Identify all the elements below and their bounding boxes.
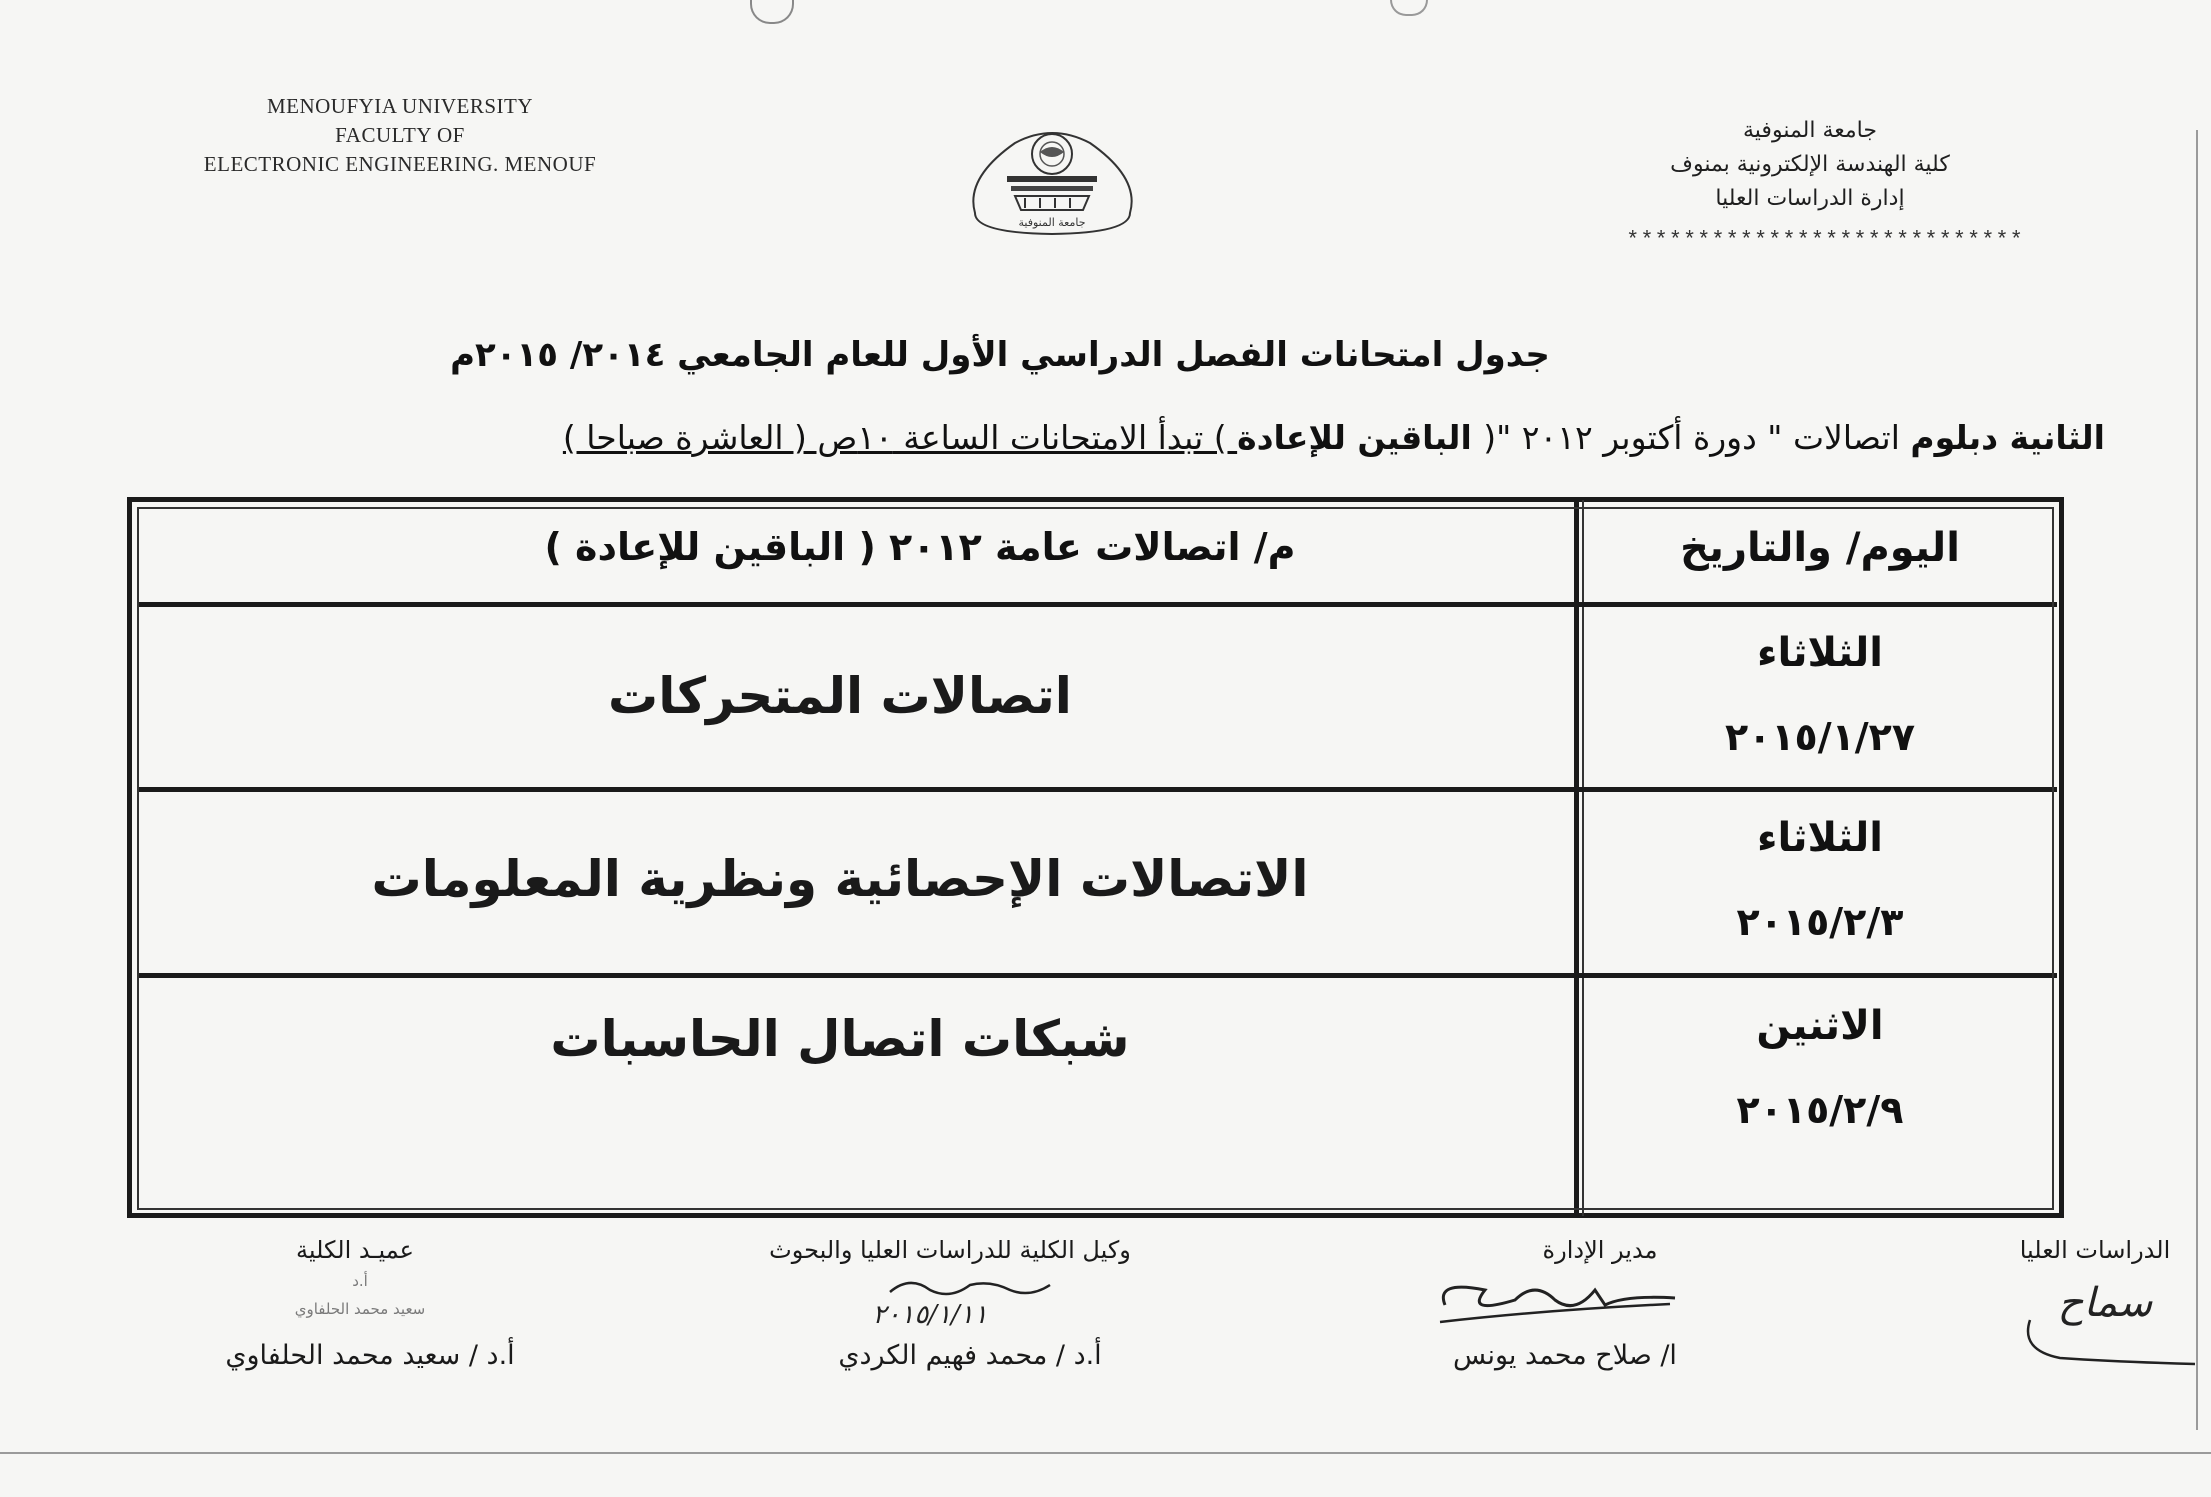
row-2-subject: الاتصالات الإحصائية ونظرية المعلومات bbox=[371, 850, 1309, 908]
punch-hole-mark bbox=[1390, 0, 1428, 16]
punch-hole-mark bbox=[750, 0, 794, 24]
signature-grad-studies-title: الدراسات العليا bbox=[2019, 1236, 2171, 1264]
university-logo bbox=[955, 118, 1150, 240]
signature-dean-stamp-line2: سعيد محمد الحلفاوي bbox=[294, 1300, 426, 1318]
row-2-date: ٢٠١٥/٢/٣ bbox=[1736, 900, 1904, 944]
row-3-date: ٢٠١٥/٢/٩ bbox=[1736, 1088, 1904, 1132]
row-2-day: الثلاثاء bbox=[1757, 815, 1883, 861]
row-3-day: الاثنين bbox=[1756, 1003, 1884, 1049]
header-line-department: ELECTRONIC ENGINEERING. MENOUF bbox=[203, 152, 597, 176]
university-header-english bbox=[150, 92, 650, 179]
table-header-subject: م/ اتصالات عامة ٢٠١٢ ( الباقين للإعادة ) bbox=[544, 525, 1296, 569]
scan-edge-bottom bbox=[0, 1452, 2211, 1454]
university-header-arabic bbox=[1560, 114, 2060, 216]
scan-edge-right bbox=[2196, 130, 2198, 1430]
signature-grad-studies-handwritten: سماح bbox=[2057, 1280, 2153, 1326]
header-line-faculty: FACULTY OF bbox=[335, 123, 465, 147]
row-3-subject: شبكات اتصال الحاسبات bbox=[550, 1010, 1130, 1068]
signature-manager-name: ا/ صلاح محمد يونس bbox=[1453, 1340, 1677, 1371]
signature-dean-name: أ.د / سعيد محمد الحلفاوي bbox=[225, 1340, 515, 1371]
row-1-date: ٢٠١٥/١/٢٧ bbox=[1724, 715, 1916, 759]
document-subtitle bbox=[95, 418, 2105, 457]
signature-vice-dean-handwritten-date: ٢٠١٥/١/١١ bbox=[872, 1300, 988, 1330]
subtitle-level: الثانية دبلوم bbox=[1910, 418, 2105, 457]
header-line-department-ar: إدارة الدراسات العليا bbox=[1715, 186, 1905, 211]
signature-dean-stamp-line1: أ.د bbox=[352, 1272, 368, 1290]
signature-dean-title: عميـد الكلية bbox=[296, 1236, 414, 1264]
header-line-university-ar: جامعة المنوفية bbox=[1743, 118, 1877, 143]
subtitle-start-time: ) تبدأ الامتحانات الساعة ١٠ص ( العاشرة صباحا ) bbox=[562, 418, 1238, 457]
subtitle-program: اتصالات " دورة أكتوبر ٢٠١٢ "( bbox=[1483, 418, 1911, 457]
signature-grad-studies-stroke bbox=[2020, 1300, 2200, 1370]
signature-manager-stroke bbox=[1425, 1270, 1685, 1340]
table-header-day-date: اليوم/ والتاريخ bbox=[1680, 525, 1960, 571]
signature-vice-dean-name: أ.د / محمد فهيم الكردي bbox=[838, 1340, 1102, 1371]
header-stars-divider: **************************** bbox=[1626, 228, 2024, 253]
subtitle-repeat-label: الباقين للإعادة bbox=[1237, 418, 1484, 457]
header-line-faculty-ar: كلية الهندسة الإلكترونية بمنوف bbox=[1670, 152, 1950, 177]
row-1-day: الثلاثاء bbox=[1757, 630, 1883, 676]
row-1-subject: اتصالات المتحركات bbox=[608, 667, 1072, 725]
header-line-university: MENOUFYIA UNIVERSITY bbox=[266, 94, 534, 118]
logo-caption: جامعة المنوفية bbox=[1018, 216, 1086, 229]
signature-vice-dean-title: وكيل الكلية للدراسات العليا والبحوث bbox=[769, 1236, 1131, 1264]
document-title: جدول امتحانات الفصل الدراسي الأول للعام الجامعي ٢٠١٤/ ٢٠١٥م bbox=[450, 335, 1550, 375]
signature-manager-title: مدير الإدارة bbox=[1542, 1236, 1658, 1264]
